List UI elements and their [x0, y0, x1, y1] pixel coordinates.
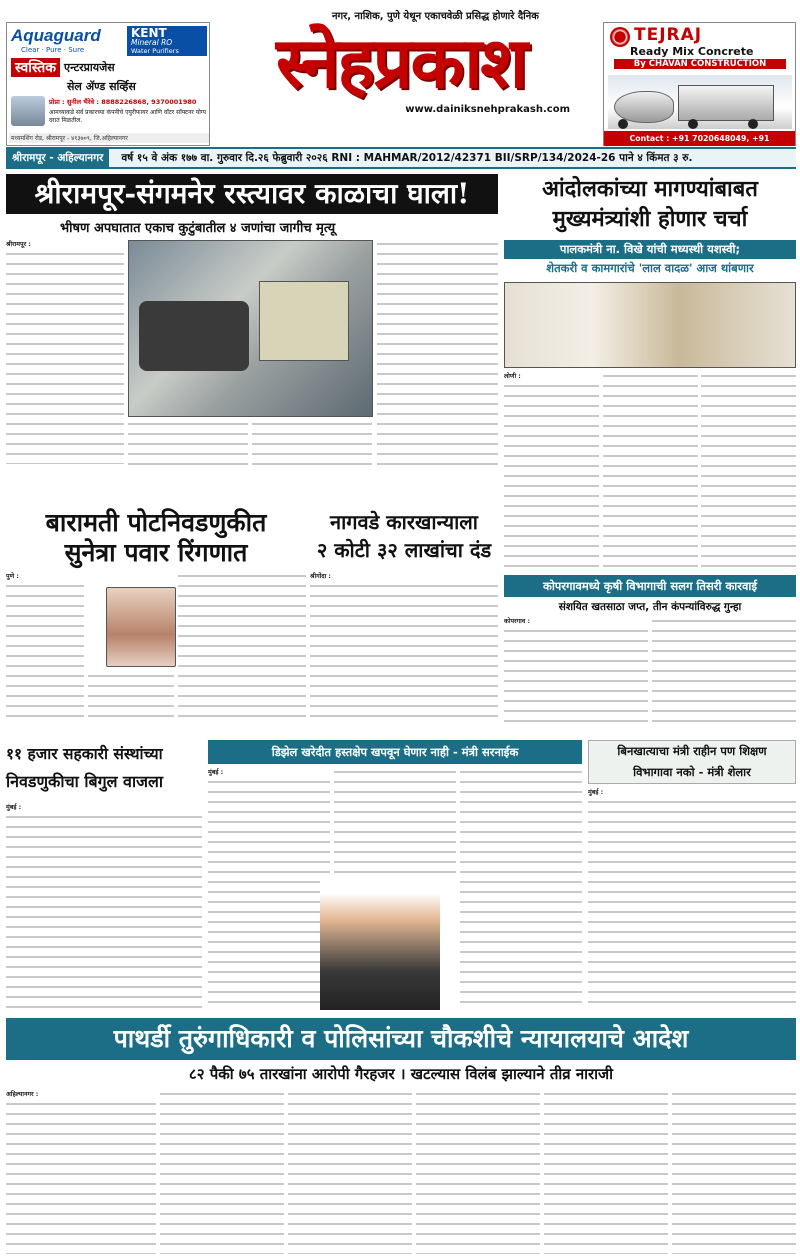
- story2-body-col1: [504, 372, 599, 570]
- masthead-tagline: नगर, नाशिक, पुणे येथून एकाचवेळी प्रसिद्ध होणारे दैनिक: [332, 11, 539, 22]
- sun-logo-icon: [610, 27, 630, 47]
- story6-body: [6, 803, 202, 1010]
- story6-headline-line2: निवडणुकीचा बिगुल वाजला: [6, 772, 163, 791]
- story2-dateline: लोणी :: [504, 373, 521, 380]
- story5-headline-box[interactable]: [504, 575, 796, 597]
- story7-dateline: मुंबई :: [208, 769, 224, 776]
- story1-body-col2: [128, 420, 248, 465]
- masthead: [222, 8, 580, 116]
- story1-body-col4: [377, 240, 498, 465]
- purifier-image: [11, 96, 45, 126]
- kent-tagline: Mineral RO: [131, 38, 173, 47]
- owner-contact: प्रोप्रा : सुनील भैरेवे : 8888226868, 9370001980: [49, 98, 197, 106]
- ad-swastik-enterprises[interactable]: [6, 22, 210, 146]
- story8-headline-line1: बिनखात्याचा मंत्री राहीन पण शिक्षण: [617, 744, 767, 758]
- story4-headline-box[interactable]: [310, 508, 498, 568]
- story9-body-col4: [416, 1090, 540, 1254]
- story1-headline-box[interactable]: [6, 174, 498, 214]
- story1-headline: श्रीरामपूर-संगमनेर रस्त्यावर काळाचा घाला!: [34, 177, 470, 210]
- story9-body-col6: [672, 1090, 796, 1254]
- story3-body-col2: [88, 672, 174, 724]
- tejraj-line2: By CHAVAN CONSTRUCTION: [614, 59, 786, 69]
- story6-headline-line1: ११ हजार सहकारी संस्थांच्या: [6, 744, 163, 763]
- accident-photo: [128, 240, 373, 417]
- kent-subline: Water Purifiers: [131, 47, 179, 55]
- story1-body-col1: [6, 240, 124, 465]
- edition-details: वर्ष १५ वे अंक १७७ वा. गुरुवार दि.२६ फेब्रुवारी २०२६ RNI : MAHMAR/2012/42371 BII/SRP/134/2024-26 पाने ४ किंमत ३ रु.: [121, 152, 693, 164]
- story9-body-col1: [6, 1090, 156, 1254]
- kent-logo: [127, 26, 207, 56]
- shop-name: स्वस्तिक: [11, 58, 60, 77]
- story2-body-col2: [603, 372, 698, 570]
- story4-body: [310, 572, 498, 724]
- story5-body-col1: [504, 617, 648, 724]
- edition-location: श्रीरामपूर - अहिल्यानगर: [6, 149, 109, 167]
- ad-note: आमच्याकडे सर्व प्रकारच्या कंपनीचे एयुरीफायर आणि वॉटर सॉफ्टनर योग्य दरात मिळतील.: [49, 109, 206, 124]
- story2-headline-box[interactable]: [504, 174, 796, 236]
- story9-body-col3: [288, 1090, 412, 1254]
- story2-headline-line1: आंदोलकांच्या मागण्यांबाबत: [542, 176, 758, 202]
- story4-dateline: श्रीगोंदा :: [310, 573, 331, 580]
- story9-headline-box[interactable]: [6, 1018, 796, 1060]
- story9-dateline: अहिल्यानगर :: [6, 1091, 39, 1098]
- masthead-title[interactable]: स्नेहप्रकाश: [275, 21, 527, 104]
- story1-body-col3: [252, 420, 372, 465]
- story8-body: [588, 788, 796, 1010]
- story4-headline-line2: २ कोटी ३२ लाखांचा दंड: [316, 538, 492, 562]
- story9-subhead: ८२ पैकी ७५ तारखांना आरोपी गैरहजर । खटल्यास विलंब झाल्याने तीव्र नाराजी: [188, 1065, 614, 1083]
- story5-body-col2: [652, 617, 796, 724]
- edition-info-bar: [6, 147, 796, 169]
- story5-subhead: संशयित खतसाठा जप्त, तीन कंपन्यांविरुद्ध गुन्हा: [558, 601, 742, 613]
- story3-body-col1: [6, 572, 84, 724]
- story7-headline-box[interactable]: [208, 740, 582, 764]
- story2-headline-line2: मुख्यमंत्र्यांशी होणार चर्चा: [552, 206, 748, 232]
- kent-brand: KENT: [131, 26, 167, 40]
- story1-dateline: श्रीरामपूर :: [6, 241, 31, 248]
- story7-headline: डिझेल खरेदीत हस्तक्षेप खपवून घेणार नाही - मंत्री सरनाईक: [271, 745, 519, 759]
- tejraj-brand: TEJRAJ: [634, 25, 703, 45]
- story3-body-col3: [178, 572, 306, 724]
- shop-suffix: एन्टरप्रायजेस: [64, 60, 115, 74]
- story5-headline: कोपरगावमध्ये कृषी विभागाची सलग तिसरी कारवाई: [543, 579, 757, 593]
- aquaguard-tagline: Clear · Pure · Sure: [21, 46, 85, 54]
- story8-dateline: मुंबई :: [588, 789, 604, 796]
- meeting-photo: [504, 282, 796, 368]
- story3-headline-line2: सुनेत्रा पवार रिंगणात: [64, 538, 248, 567]
- story7-body-col2: [334, 768, 456, 878]
- story8-headline-line2: विभागावा नको - मंत्री शेलार: [633, 765, 751, 779]
- ad-tejraj-concrete[interactable]: [603, 22, 796, 146]
- website-link[interactable]: www.dainiksnehprakash.com: [405, 104, 570, 115]
- sunetra-pawar-photo: [106, 587, 176, 667]
- tejraj-line1: Ready Mix Concrete: [630, 45, 754, 58]
- tejraj-contact: Contact : +91 7020648049, +91: [604, 131, 795, 146]
- story3-dateline: पुणे :: [6, 573, 19, 580]
- story2-subhead-box: [504, 240, 796, 278]
- story9-headline: पाथर्डी तुरुंगाधिकारी व पोलिसांच्या चौकशीचे न्यायालयाचे आदेश: [113, 1024, 689, 1053]
- story5-dateline: कोपरगाव :: [504, 618, 531, 625]
- aquaguard-logo: [11, 26, 121, 52]
- story8-headline-box[interactable]: [588, 740, 796, 784]
- story7-body-col1: [208, 768, 330, 1010]
- service-label: सेल ॲण्ड सर्व्हिस: [67, 80, 136, 93]
- story9-body-col2: [160, 1090, 284, 1254]
- story2-subhead-line2: शेतकरी व कामगारांचे 'लाल वादळ' आज थांबणार: [504, 259, 796, 278]
- story6-dateline: मुंबई :: [6, 804, 22, 811]
- aquaguard-brand: Aquaguard: [11, 26, 101, 45]
- mixer-truck-image: [608, 75, 792, 129]
- minister-sarnaik-photo: [320, 880, 440, 1010]
- story6-headline-box[interactable]: [6, 740, 202, 800]
- story4-headline-line1: नागवडे कारखान्याला: [329, 510, 478, 534]
- ad-address: मध्यमशिंग रोड, श्रीरामपूर - ४१३७०९, जि.अहिल्यानगर: [9, 133, 209, 143]
- story3-headline-line1: बारामती पोटनिवडणुकीत: [45, 508, 267, 537]
- story2-body-col3: [701, 372, 796, 570]
- story7-body-col3: [460, 768, 582, 1010]
- story9-body-col5: [544, 1090, 668, 1254]
- story3-headline-box[interactable]: [6, 508, 306, 568]
- story1-subhead: भीषण अपघातात एकाच कुटुंबातील ४ जणांचा जागीच मृत्यू: [60, 221, 336, 236]
- story2-subhead-line1: पालकमंत्री ना. विखे यांची मध्यस्थी यशस्वी;: [559, 242, 741, 256]
